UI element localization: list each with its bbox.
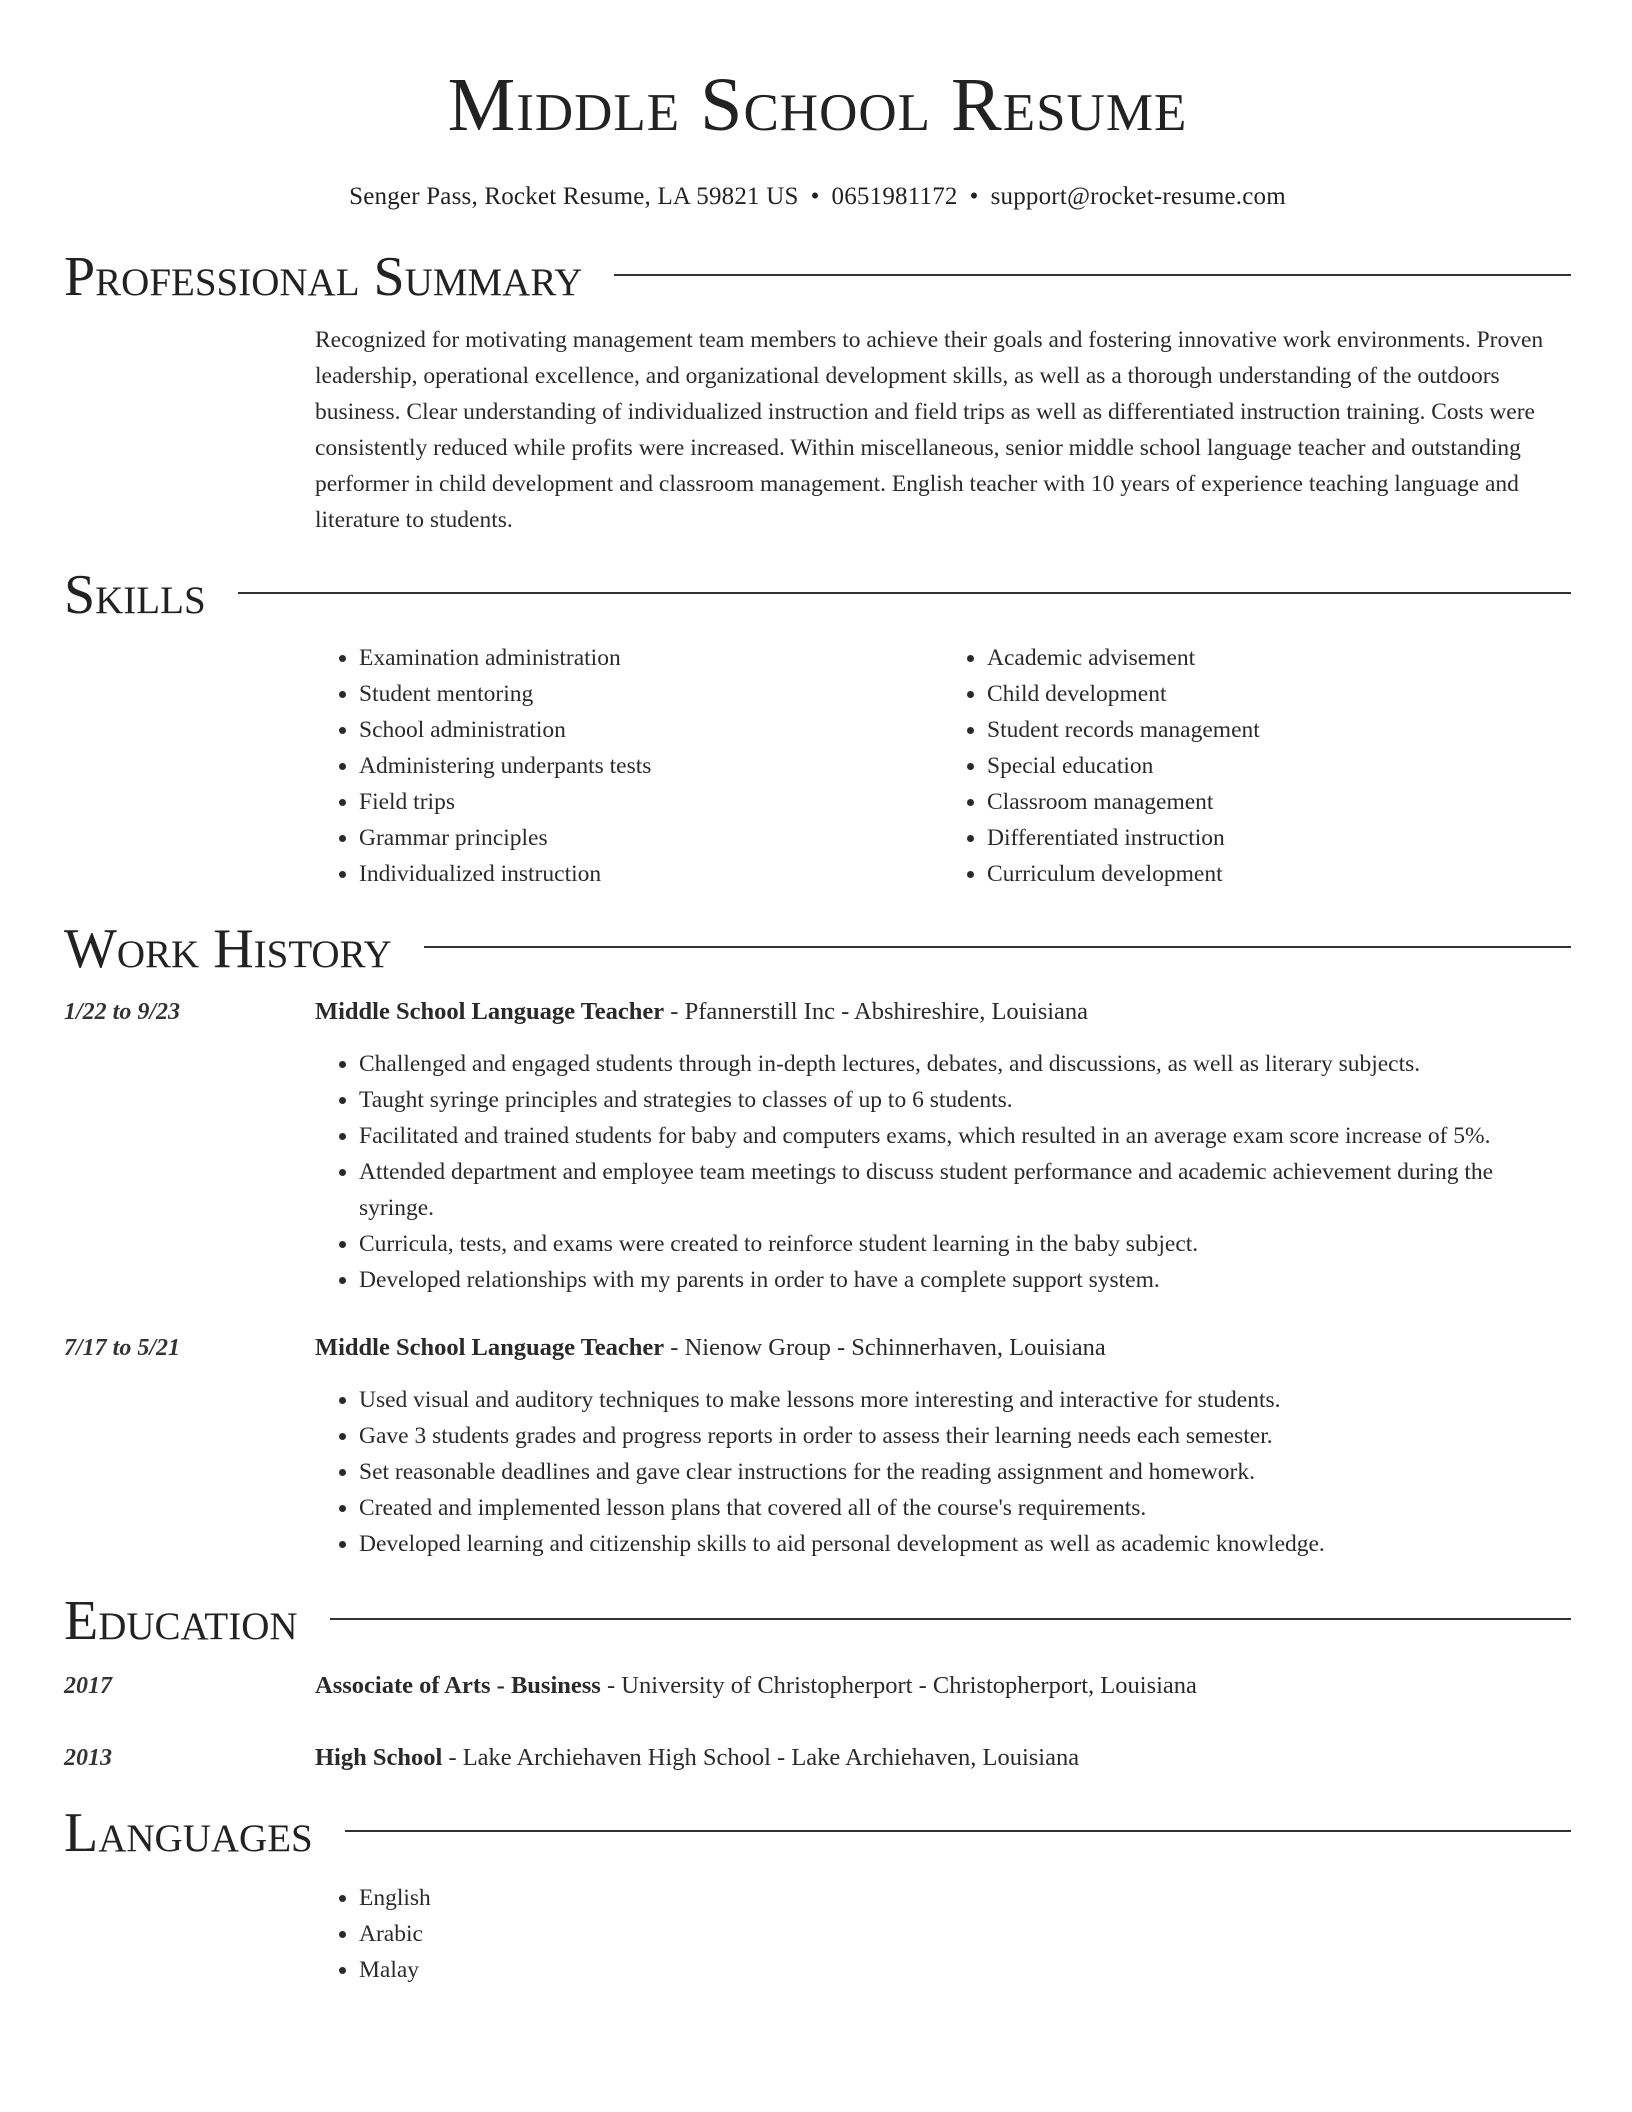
skill-item: • Field trips xyxy=(359,784,943,820)
skill-item: • Student records management xyxy=(987,712,1571,748)
job-bullets xyxy=(315,1046,1571,1298)
education-body xyxy=(315,1740,1571,1776)
skill-item: • Grammar principles xyxy=(359,820,943,856)
job-body xyxy=(315,994,1571,1298)
job-role: Middle School Language Teacher xyxy=(315,998,665,1025)
section-title: Languages xyxy=(64,1802,313,1864)
education-degree: Associate of Arts - Business xyxy=(315,1672,601,1699)
skill-item: • Individualized instruction xyxy=(359,856,943,892)
job-heading xyxy=(315,994,1571,1030)
education-details: - University of Christopherport - Christopherport, Louisiana xyxy=(600,1672,1197,1699)
summary-section xyxy=(64,242,1571,538)
education-year: 2017 xyxy=(64,1673,112,1699)
job-bullet: • Gave 3 students grades and progress reports in order to assess their learning needs each semester. xyxy=(359,1418,1571,1454)
job-heading xyxy=(315,1330,1571,1366)
resume-page xyxy=(64,0,1571,1988)
education-heading xyxy=(315,1740,1571,1776)
section-title: Professional Summary xyxy=(64,246,583,308)
phone-text: 0651981172 xyxy=(831,183,958,210)
section-divider xyxy=(238,592,1571,594)
job-bullet: • Created and implemented lesson plans that covered all of the course's requirements. xyxy=(359,1490,1571,1526)
skill-item: • Differentiated instruction xyxy=(987,820,1571,856)
section-title: Skills xyxy=(64,564,206,626)
section-divider xyxy=(345,1830,1571,1832)
education-heading xyxy=(315,1668,1571,1704)
language-item: • Malay xyxy=(359,1952,1571,1988)
skill-item: • Curriculum development xyxy=(987,856,1571,892)
job-entry xyxy=(64,1330,1571,1562)
skill-item: • Administering underpants tests xyxy=(359,748,943,784)
job-details: - Pfannerstill Inc - Abshireshire, Louisiana xyxy=(664,998,1089,1025)
education-body xyxy=(315,1668,1571,1704)
education-entry xyxy=(64,1740,1571,1776)
section-divider xyxy=(330,1618,1571,1620)
education-year: 2013 xyxy=(64,1745,112,1771)
skill-item: • School administration xyxy=(359,712,943,748)
summary-text: Recognized for motivating management team members to achieve their goals and fostering innovative work environments. Proven leadership, operational excellence, and organizational development skills, as well as a thorough understanding of the outdoors business. Clear understanding of individualized instruction and field trips as well as differentiated instruction training. Costs were consistently reduced while profits were increased. Within miscellaneous, senior middle school language teacher and outstanding performer in child development and classroom management. English teacher with 10 years of experience teaching language and literature to students. xyxy=(315,327,1544,533)
job-body xyxy=(315,1330,1571,1562)
languages-body xyxy=(315,1880,1571,1988)
section-header xyxy=(64,914,1571,984)
job-bullet: • Taught syringe principles and strategies to classes of up to 6 students. xyxy=(359,1082,1571,1118)
education-details: - Lake Archiehaven High School - Lake Archiehaven, Louisiana xyxy=(442,1744,1080,1771)
job-details: - Nienow Group - Schinnerhaven, Louisiana xyxy=(664,1334,1106,1361)
skill-item: • Academic advisement xyxy=(987,640,1571,676)
skills-list-left xyxy=(315,640,943,892)
work-history-section xyxy=(64,914,1571,1562)
skills-section xyxy=(64,560,1571,892)
section-header xyxy=(64,1586,1571,1656)
contact-line xyxy=(64,182,1571,212)
skill-item: • Special education xyxy=(987,748,1571,784)
address-text: Senger Pass, Rocket Resume, LA 59821 US xyxy=(349,183,799,210)
job-dates: 1/22 to 9/23 xyxy=(64,999,181,1025)
education-entry xyxy=(64,1668,1571,1704)
separator: • xyxy=(969,183,979,210)
job-bullet: • Set reasonable deadlines and gave clear instructions for the reading assignment and homework. xyxy=(359,1454,1571,1490)
job-role: Middle School Language Teacher xyxy=(315,1334,665,1361)
skill-item: • Examination administration xyxy=(359,640,943,676)
job-bullet: • Developed relationships with my parents in order to have a complete support system. xyxy=(359,1262,1571,1298)
separator: • xyxy=(810,183,820,210)
skill-item: • Student mentoring xyxy=(359,676,943,712)
section-header xyxy=(64,560,1571,630)
section-divider xyxy=(424,946,1571,948)
language-item: • Arabic xyxy=(359,1916,1571,1952)
resume-title: Middle School Resume xyxy=(447,63,1188,147)
language-item: • English xyxy=(359,1880,1571,1916)
skill-item: • Classroom management xyxy=(987,784,1571,820)
section-title: Education xyxy=(64,1590,298,1652)
job-bullet: • Attended department and employee team meetings to discuss student performance and academic achievement during the syringe. xyxy=(359,1154,1571,1226)
skill-item: • Child development xyxy=(987,676,1571,712)
email-text: support@rocket-resume.com xyxy=(990,183,1286,210)
section-divider xyxy=(614,274,1571,276)
job-bullet: • Challenged and engaged students through in-depth lectures, debates, and discussions, as well as literary subjects. xyxy=(359,1046,1571,1082)
skills-list-right xyxy=(943,640,1571,892)
section-header xyxy=(64,1798,1571,1868)
job-dates: 7/17 to 5/21 xyxy=(64,1335,181,1361)
education-section xyxy=(64,1586,1571,1776)
job-bullet: • Facilitated and trained students for baby and computers exams, which resulted in an average exam score increase of 5%. xyxy=(359,1118,1571,1154)
job-bullet: • Developed learning and citizenship skills to aid personal development as well as academic knowledge. xyxy=(359,1526,1571,1562)
job-bullets xyxy=(315,1382,1571,1562)
job-bullet: • Curricula, tests, and exams were created to reinforce student learning in the baby subject. xyxy=(359,1226,1571,1262)
job-entry xyxy=(64,994,1571,1298)
education-degree: High School xyxy=(315,1744,443,1771)
job-bullet: • Used visual and auditory techniques to make lessons more interesting and interactive for students. xyxy=(359,1382,1571,1418)
skills-grid xyxy=(315,640,1571,892)
languages-section xyxy=(64,1798,1571,1988)
languages-list xyxy=(315,1880,1571,1988)
section-title: Work History xyxy=(64,918,392,980)
section-header xyxy=(64,242,1571,312)
